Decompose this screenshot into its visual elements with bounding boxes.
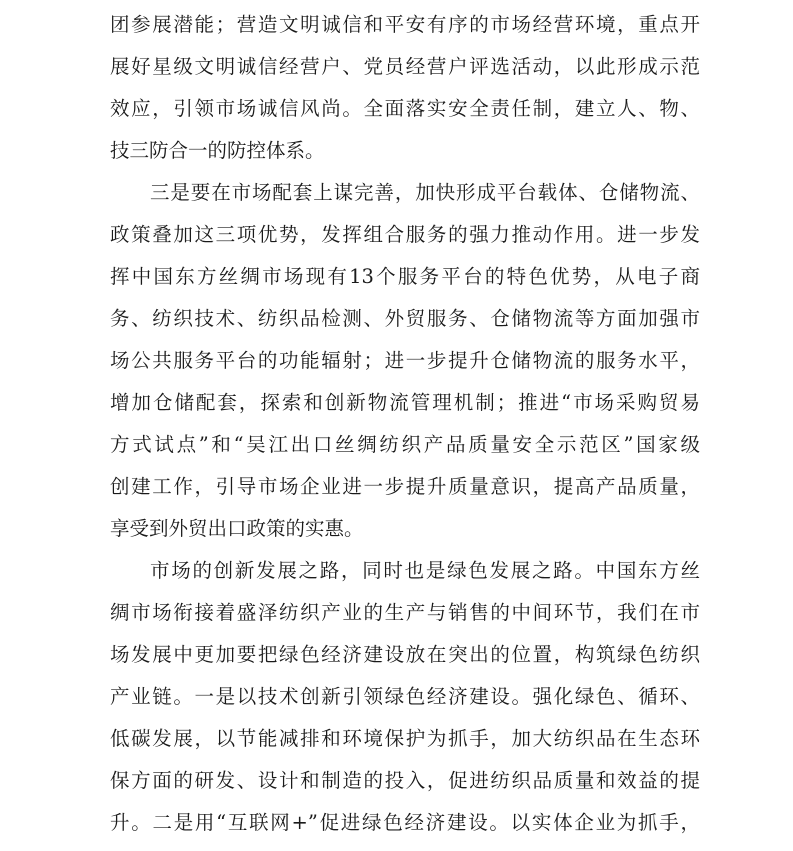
text-line: 享受到外贸出口政策的实惠。 (110, 517, 364, 540)
text-line: 展好星级文明诚信经营户、党员经营户评选活动，以此形成示范 (110, 55, 700, 78)
text-line: 务、纺织技术、纺织品检测、外贸服务、仓储物流等方面加强市 (110, 307, 700, 330)
text-line: 场公共服务平台的功能辐射；进一步提升仓储物流的服务水平， (110, 349, 700, 372)
text-line: 低碳发展，以节能减排和环境保护为抓手，加大纺织品在生态环 (110, 727, 700, 750)
text-line: 升。二是用“互联网+”促进绿色经济建设。以实体企业为抓手， (110, 811, 700, 834)
text-line: 保方面的研发、设计和制造的投入，促进纺织品质量和效益的提 (110, 769, 700, 792)
text-line: 方式试点”和“吴江出口丝绸纺织产品质量安全示范区”国家级 (110, 433, 700, 456)
text-line: 绸市场衔接着盛泽纺织产业的生产与销售的中间环节，我们在市 (110, 601, 700, 624)
text-line: 产业链。一是以技术创新引领绿色经济建设。强化绿色、循环、 (110, 685, 700, 708)
text-line: 团参展潜能；营造文明诚信和平安有序的市场经营环境，重点开 (110, 13, 700, 36)
paragraph-first-line: 市场的创新发展之路，同时也是绿色发展之路。中国东方丝 (150, 559, 700, 582)
text-line: 技三防合一的防控体系。 (110, 139, 325, 162)
text-line: 增加仓储配套，探索和创新物流管理机制；推进“市场采购贸易 (110, 391, 700, 414)
paragraph-first-line: 三是要在市场配套上谋完善，加快形成平台载体、仓储物流、 (150, 181, 700, 204)
text-line: 效应，引领市场诚信风尚。全面落实安全责任制，建立人、物、 (110, 97, 700, 120)
text-line: 挥中国东方丝绸市场现有13个服务平台的特色优势，从电子商 (110, 265, 700, 288)
text-line: 创建工作，引导市场企业进一步提升质量意识，提高产品质量， (110, 475, 700, 498)
text-line: 场发展中更加要把绿色经济建设放在突出的位置，构筑绿色纺织 (110, 643, 700, 666)
text-line: 政策叠加这三项优势，发挥组合服务的强力推动作用。进一步发 (110, 223, 700, 246)
